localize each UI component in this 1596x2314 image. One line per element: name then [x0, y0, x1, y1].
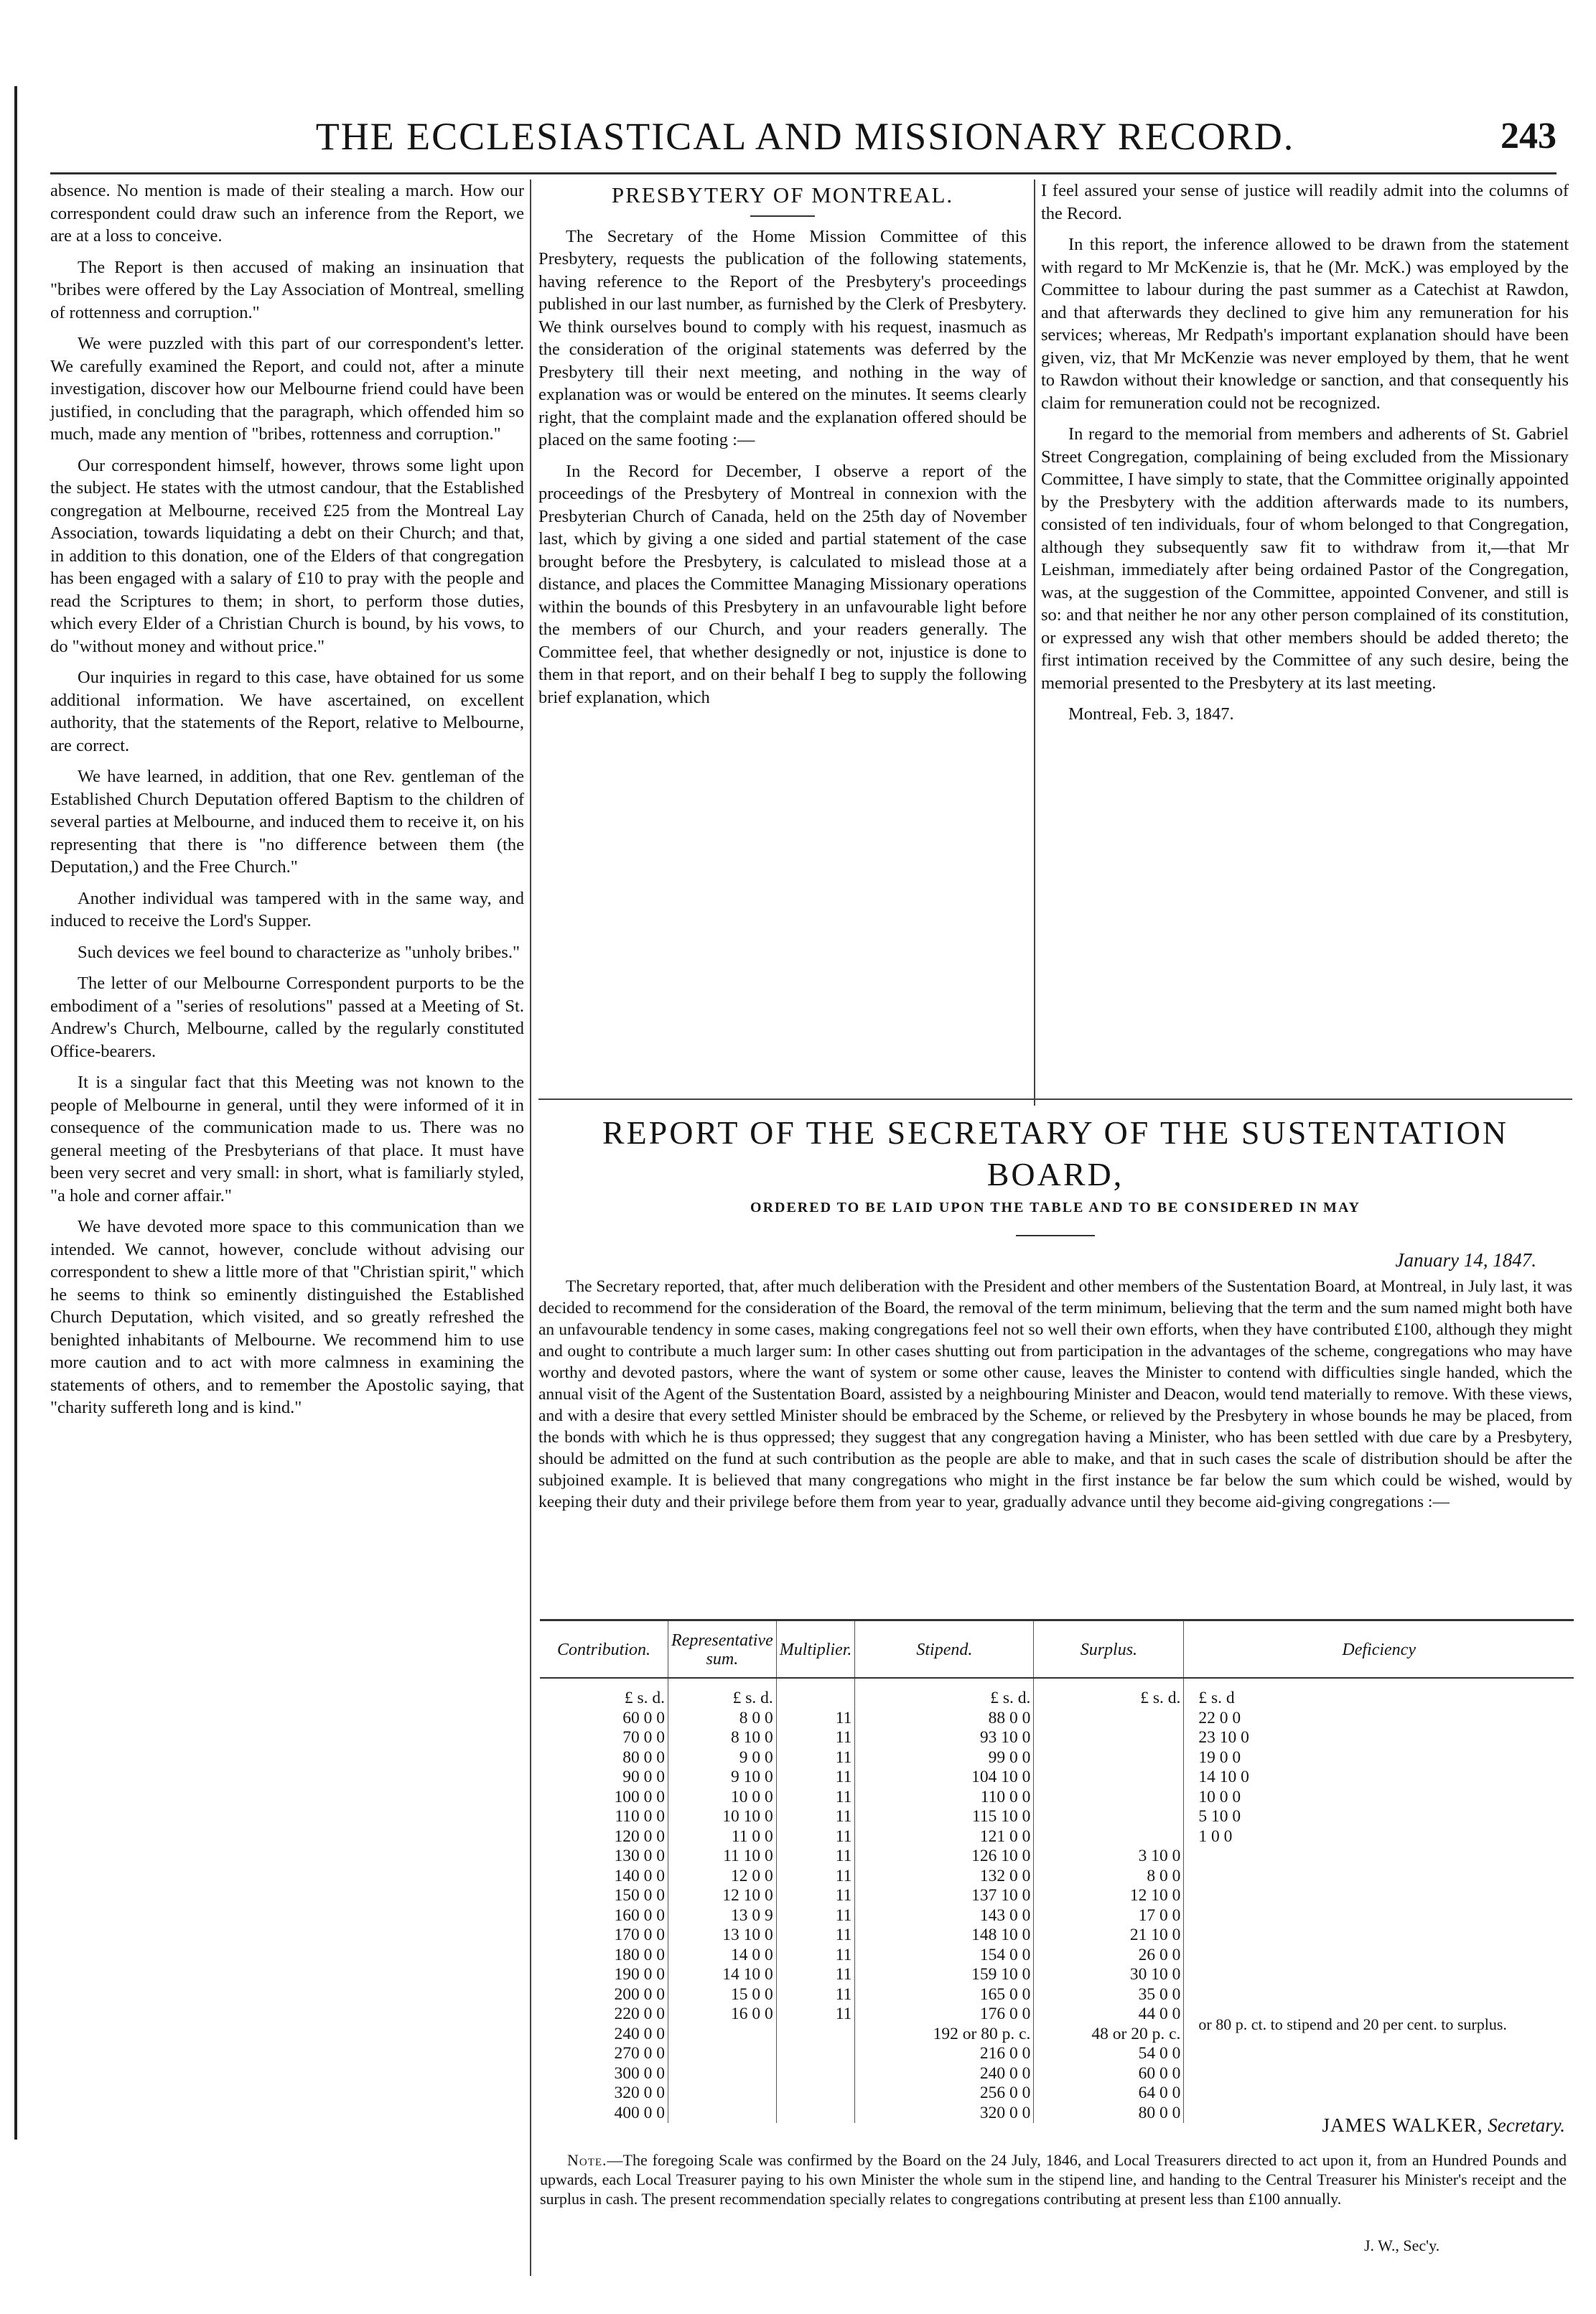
right-paragraph: In this report, the inference allowed to be drawn from the statement with regard to Mr McKenzie is, that he (Mr. McK.) was employed by the Committee to labour during the past summer as a Catechist at Rawdon, and that afterwards they declined to give him any remuneration for his services; whereas, Mr Redpath's important explanation should have been given, viz, that Mr McKenzie was never employed by them, that he went to Rawdon without their knowledge or sanction, and that consequently his claim for remuneration could not be recognized. — [1041, 235, 1569, 413]
table-row — [540, 1926, 1574, 1946]
report-subtitle: ORDERED TO BE LAID UPON THE TABLE AND TO BE CONSIDERED IN MAY — [750, 1200, 1361, 1216]
table-row — [540, 1867, 1574, 1887]
note-text: —The foregoing Scale was confirmed by the Board on the 24 July, 1846, and Local Treasurers directed to act upon it, from an Hundred Pounds and upwards, each Local Treasurer paying to his own Minister the whole sum in the stipend line, and handing to the Central Treasurer his Minister's receipt and the surplus in cash. The present recommendation specially relates to congregations contributing at present less than £100 annually. — [540, 2151, 1567, 2208]
table-cell — [1034, 1748, 1184, 1768]
note-label: Note. — [567, 2151, 607, 2169]
report-rule — [1016, 1235, 1095, 1236]
table-cell: 126 10 0 — [855, 1847, 1034, 1867]
unit-cell — [776, 1678, 855, 1709]
table-cell — [1034, 1728, 1184, 1748]
header-stipend: Stipend. — [855, 1621, 1034, 1678]
table-cell: 11 — [776, 1867, 855, 1887]
middle-column — [538, 179, 1027, 717]
left-column — [50, 179, 524, 1428]
table-cell: 120 0 0 — [614, 1827, 665, 1846]
table-cell: 16 0 0 — [668, 2005, 777, 2025]
table-cell: 165 0 0 — [855, 1985, 1034, 2005]
right-column — [1041, 179, 1569, 734]
table-cell: 216 0 0 — [855, 2044, 1034, 2064]
table-cell: 104 10 0 — [855, 1768, 1034, 1788]
table-cell: 154 0 0 — [855, 1946, 1034, 1966]
middle-paragraph: The Secretary of the Home Mission Committee of this Presbytery, requests the publication of the following statements, having reference to the Report of the Presbytery's proceedings published in our last number, as furnished by the Clerk of Presbytery. We think ourselves bound to comply with his request, inasmuch as the consideration of the original statements was deferred by the Presbytery till their next meeting, and nothing in the way of explanation was or would be entered on the minutes. It seems clearly right, that the complaint made and the explanation offered should be placed on the same footing :— — [538, 226, 1027, 449]
signature — [1120, 2114, 1565, 2137]
table-cell: 190 0 0 — [614, 1965, 665, 1984]
table-cell — [668, 2104, 777, 2124]
table-cell — [1184, 1965, 1574, 1985]
left-paragraph: We were puzzled with this part of our correspondent's letter. We carefully examined the Report, and could not, after a minute investigation, discover how our Melbourne friend could have been justified, in concluding that the paragraph, which offended him so much, made any mention of "bribes, rottenness and corruption." — [50, 334, 524, 444]
signature-role: Secretary. — [1488, 2114, 1565, 2136]
table-cell: 115 10 0 — [855, 1807, 1034, 1827]
column-rule-right — [1034, 179, 1035, 1106]
table-cell: 5 10 0 — [1184, 1807, 1574, 1827]
table-cell: 150 0 0 — [614, 1886, 665, 1905]
table-row — [540, 1906, 1574, 1926]
table-cell: 60 0 0 — [1034, 2064, 1184, 2084]
report-top-rule — [538, 1098, 1572, 1100]
table-cell: 13 10 0 — [668, 1926, 777, 1946]
table-row — [540, 1847, 1574, 1867]
table-cell — [668, 2044, 777, 2064]
table-cell: 11 — [776, 1728, 855, 1748]
left-paragraph: Such devices we feel bound to characterize as "unholy bribes." — [78, 942, 520, 962]
unit-cell: £ s. d. — [1034, 1678, 1184, 1709]
table-cell: 400 0 0 — [614, 2103, 665, 2122]
table-cell: 11 — [776, 1768, 855, 1788]
table-cell: 110 0 0 — [855, 1788, 1034, 1808]
table-cell — [1184, 2044, 1574, 2064]
table-cell — [1034, 1709, 1184, 1729]
report-title: REPORT OF THE SECRETARY OF THE SUSTENTATION BOARD, — [602, 1114, 1509, 1193]
table-cell: 26 0 0 — [1034, 1946, 1184, 1966]
table-cell: 48 or 20 p. c. — [1034, 2025, 1184, 2045]
left-paragraph: Our correspondent himself, however, throws some light upon the subject. He states with the utmost candour, that the Established congregation at Melbourne, received £25 from the Montreal Lay Association, towards liquidating a debt on their Church; and that, in addition to this donation, one of the Elders of that congregation has been engaged with a salary of £10 to pray with the people and read the Scriptures to them; in short, to perform those duties, which every Elder of a Christian Church is bound, by his vows, to do "without money and without price." — [50, 455, 524, 656]
table-cell: 220 0 0 — [614, 2005, 665, 2023]
report-date: January 14, 1847. — [1395, 1249, 1536, 1271]
table-cell: 8 10 0 — [668, 1728, 777, 1748]
header-surplus: Surplus. — [1034, 1621, 1184, 1678]
table-cell: 3 10 0 — [1034, 1847, 1184, 1867]
left-paragraph: We have learned, in addition, that one Rev. gentleman of the Established Church Deputation offered Baptism to the children of several parties at Melbourne, and induced them to receive it, on his representing that there is "no difference between them (the Deputation,) and the Free Church." — [50, 767, 524, 877]
table-cell: 80 0 0 — [622, 1748, 665, 1767]
table-cell: 132 0 0 — [855, 1867, 1034, 1887]
left-paragraph: Our inquiries in regard to this case, have obtained for us some additional information. We have ascertained, on excellent authority, that the statements of the Report, relative to Melbourne, are correct. — [50, 668, 524, 755]
unit-cell: £ s. d. — [624, 1689, 665, 1707]
table-cell — [776, 2025, 855, 2045]
table-cell: 320 0 0 — [614, 2084, 665, 2102]
left-paragraph: We have devoted more space to this communication than we intended. We cannot, however, conclude without advising our correspondent to shew a little more of that "Christian spirit," which he seems to think so eminently distinguished the Established Church Deputation, which visited, and so greatly refreshed the benighted inhabitants of Melbourne. We recommend him to use more caution and to act with more calmness in examining the statements of others, and to remember the Apostolic saying, that "charity suffereth long and is kind." — [50, 1217, 524, 1417]
table-cell: 64 0 0 — [1034, 2084, 1184, 2104]
table-cell: 200 0 0 — [614, 1984, 665, 2004]
table-cell: 70 0 0 — [622, 1728, 665, 1747]
table-row — [540, 1807, 1574, 1827]
table-cell — [1184, 2084, 1574, 2104]
unit-cell: £ s. d — [1184, 1678, 1574, 1709]
column-rule-left — [530, 179, 531, 2276]
page-edge-line — [14, 86, 17, 2140]
table-row — [540, 1946, 1574, 1966]
table-cell: 11 — [776, 1709, 855, 1729]
left-paragraph: The letter of our Melbourne Correspondent purports to be the embodiment of a "series of resolutions" passed at a Meeting of St. Andrew's Church, Melbourne, called by the regularly constituted Office-bearers. — [50, 974, 524, 1061]
middle-paragraph: In the Record for December, I observe a report of the proceedings of the Presbytery of Montreal in connexion with the Presbyterian Church of Canada, held on the 25th day of November last, which by giving a one sided and partial statement of the case brought before the Presbytery, is calculated to mislead those at a distance, and places the Committee Managing Missionary operations within the bounds of this Presbytery in an unfavourable light before the members of our Church, and your readers generally. The Committee feel, that whether designedly or not, injustice is done to them in that report, and on their behalf I beg to supply the following brief explanation, which — [538, 461, 1027, 707]
table-header-row — [540, 1621, 1574, 1678]
table-cell: 17 0 0 — [1034, 1906, 1184, 1926]
dateline: Montreal, Feb. 3, 1847. — [1068, 704, 1234, 724]
table-cell: 11 — [776, 1847, 855, 1867]
table-cell — [1034, 1827, 1184, 1847]
table-cell: 11 — [776, 2005, 855, 2025]
table-cell: 23 10 0 — [1184, 1728, 1574, 1748]
header-contribution: Contribution. — [540, 1621, 668, 1678]
table-cell: 121 0 0 — [855, 1827, 1034, 1847]
table-cell — [1034, 1807, 1184, 1827]
unit-cell: £ s. d. — [668, 1678, 777, 1709]
table-cell — [668, 2064, 777, 2084]
units-row — [540, 1678, 1574, 1709]
left-paragraph: absence. No mention is made of their stealing a march. How our correspondent could draw such an inference from the Report, we are at a loss to conceive. — [50, 181, 524, 246]
scale-side-note: or 80 p. ct. to stipend and 20 per cent. to surplus. — [1184, 2005, 1574, 2044]
table-row — [540, 2064, 1574, 2084]
table-cell: 13 0 9 — [668, 1906, 777, 1926]
table-cell: 8 0 0 — [668, 1709, 777, 1729]
table-cell: 11 — [776, 1946, 855, 1966]
table-cell: 110 0 0 — [615, 1807, 665, 1826]
table-cell: 19 0 0 — [1184, 1748, 1574, 1768]
left-paragraph: It is a singular fact that this Meeting was not known to the people of Melbourne in general, until they were informed of it in consequence of the communication made to us. There was no general meeting of the Presbyterians of that place. It must have been very secret and very small: in short, what is familiarly styled, "a hole and corner affair." — [50, 1073, 524, 1205]
signature-name: JAMES WALKER, — [1322, 2114, 1483, 2136]
table-cell: 11 — [776, 1748, 855, 1768]
table-cell: 10 0 0 — [1184, 1788, 1574, 1808]
table-row — [540, 2084, 1574, 2104]
table-cell: 54 0 0 — [1034, 2044, 1184, 2064]
unit-cell: £ s. d. — [855, 1678, 1034, 1709]
note-signature: J. W., Sec'y. — [1364, 2236, 1440, 2254]
table-cell — [776, 2044, 855, 2064]
table-cell: 180 0 0 — [614, 1945, 665, 1964]
table-cell: 11 — [776, 1886, 855, 1906]
table-row — [540, 1748, 1574, 1768]
table-cell: 256 0 0 — [855, 2084, 1034, 2104]
table-cell: 176 0 0 — [855, 2005, 1034, 2025]
table-cell: 137 10 0 — [855, 1886, 1034, 1906]
left-paragraph: Another individual was tampered with in the same way, and induced to receive the Lord's Supper. — [50, 888, 524, 930]
table-cell: 11 — [776, 1965, 855, 1985]
table-row — [540, 1985, 1574, 2005]
right-paragraph: In regard to the memorial from members and adherents of St. Gabriel Street Congregation, complaining of being excluded from the Missionary Committee, I have simply to state, that the Committee originally appointed by the Presbytery with the addition afterwards made to its numbers, consisted of ten individuals, four of whom belonged to that Congregation, although they subsequently saw fit to withdraw from it,—that Mr Leishman, immediately after being ordained Pastor of the Congregation, was, at the suggestion of the Committee, appointed Convener, and still is so: and that neither he nor any other person complained of its constitution, or expressed any wish that other members should be added thereto; the first intimation received by the Committee of any such desire, being the memorial presented to the Presbytery at its last meeting. — [1041, 424, 1569, 693]
table-row — [540, 1728, 1574, 1748]
header-representative-sum: Representative sum. — [668, 1621, 777, 1678]
table-cell: 11 0 0 — [668, 1827, 777, 1847]
table-cell — [668, 2025, 777, 2045]
table-row — [540, 2044, 1574, 2064]
table-row — [540, 1827, 1574, 1847]
table-cell: 240 0 0 — [614, 2024, 665, 2043]
running-title: THE ECCLESIASTICAL AND MISSIONARY RECORD. — [315, 115, 1295, 158]
page-number: 243 — [1501, 116, 1557, 157]
table-cell: 11 10 0 — [668, 1847, 777, 1867]
table-row — [540, 1965, 1574, 1985]
table-cell — [1184, 1867, 1574, 1887]
table-cell: 90 0 0 — [622, 1768, 665, 1786]
left-paragraph: The Report is then accused of making an insinuation that "bribes were offered by the Lay Association of Montreal, smelling of rottenness and corruption." — [50, 257, 524, 322]
table-cell — [1184, 1985, 1574, 2005]
table-cell: 11 — [776, 1985, 855, 2005]
table-cell: 100 0 0 — [614, 1787, 665, 1806]
report-body: The Secretary reported, that, after much deliberation with the President and other members of the Sustentation Board, at Montreal, in July last, it was decided to recommend for the consideration of the Board, the removal of the term minimum, believing that the term and the sum named might both have an unfavourable tendency in some cases, making congregations feel not so well their own efforts, when they have contributed £100, although they might and ought to contribute a much larger sum: In other cases shutting out from participation in the advantages of the scheme, congregations who may have worthy and devoted pastors, where the want of system or some other cause, leaves the Minister to contend with difficulties single handed, which the annual visit of the Agent of the Sustentation Board, assisted by a neighbouring Minister and Deacon, would tend materially to remove. With these views, and with a desire that every settled Minister should be embraced by the Scheme, or relieved by the Presbytery in whose bounds he may be placed, from the bonds with which he is thus oppressed; they suggest that any congregation having a Minister, who has been settled with due care by a Presbytery, should be admitted on the fund at such contribution as the people are able to make, and that in such cases the scale of distribution should be after the subjoined example. It is believed that many congregations who might in the first instance be far below the sum which could be wished, would by keeping their duty and their privilege before them from year to year, gradually advance until they become aid-giving congregations :— — [538, 1277, 1572, 1511]
running-head — [43, 108, 1567, 165]
table-cell — [1034, 1768, 1184, 1788]
table-cell: 12 10 0 — [1034, 1886, 1184, 1906]
table-cell: 11 — [776, 1926, 855, 1946]
table-row — [540, 1709, 1574, 1729]
table-cell: 192 or 80 p. c. — [855, 2025, 1034, 2045]
table-cell — [1034, 1788, 1184, 1808]
table-cell: 140 0 0 — [614, 1866, 665, 1885]
table-cell: 240 0 0 — [855, 2064, 1034, 2084]
table-cell — [776, 2064, 855, 2084]
table-cell: 44 0 0 — [1034, 2005, 1184, 2025]
table-cell: 93 10 0 — [855, 1728, 1034, 1748]
table-cell — [1184, 1946, 1574, 1966]
table-cell: 143 0 0 — [855, 1906, 1034, 1926]
table-cell: 9 10 0 — [668, 1768, 777, 1788]
table-cell — [668, 2084, 777, 2104]
table-cell: 8 0 0 — [1034, 1867, 1184, 1887]
table-cell: 12 0 0 — [668, 1867, 777, 1887]
table-cell: 11 — [776, 1788, 855, 1808]
heading-rule — [750, 215, 815, 217]
table-cell: 320 0 0 — [855, 2104, 1034, 2124]
table-cell: 9 0 0 — [668, 1748, 777, 1768]
scale-table — [540, 1621, 1574, 2123]
table-cell: 14 10 0 — [668, 1965, 777, 1985]
table-cell: 270 0 0 — [614, 2044, 665, 2063]
table-cell: 14 10 0 — [1184, 1768, 1574, 1788]
table-cell: 14 0 0 — [668, 1946, 777, 1966]
table-cell — [776, 2084, 855, 2104]
table-cell — [1184, 2064, 1574, 2084]
table-cell: 99 0 0 — [855, 1748, 1034, 1768]
table-cell: 21 10 0 — [1034, 1926, 1184, 1946]
table-row — [540, 1886, 1574, 1906]
note-block — [540, 2150, 1567, 2208]
right-paragraph: I feel assured your sense of justice will readily admit into the columns of the Record. — [1041, 181, 1569, 223]
header-multiplier: Multiplier. — [776, 1621, 855, 1678]
table-cell — [776, 2104, 855, 2124]
table-row — [540, 2005, 1574, 2025]
table-cell: 22 0 0 — [1184, 1709, 1574, 1729]
table-cell — [1184, 1886, 1574, 1906]
table-row — [540, 1768, 1574, 1788]
table-cell: 148 10 0 — [855, 1926, 1034, 1946]
header-rule — [50, 172, 1557, 174]
table-cell: 300 0 0 — [614, 2063, 665, 2083]
table-cell: 170 0 0 — [614, 1926, 665, 1944]
table-cell: 160 0 0 — [614, 1905, 665, 1925]
table-cell: 130 0 0 — [614, 1847, 665, 1865]
table-cell: 80 0 0 — [1034, 2104, 1184, 2124]
table-cell: 35 0 0 — [1034, 1985, 1184, 2005]
header-deficiency: Deficiency — [1184, 1621, 1574, 1678]
presbytery-heading: PRESBYTERY OF MONTREAL. — [611, 182, 954, 207]
table-cell: 88 0 0 — [855, 1709, 1034, 1729]
table-cell — [1184, 1926, 1574, 1946]
report-section — [538, 1109, 1572, 1513]
table-cell — [1184, 1847, 1574, 1867]
table-cell — [1184, 1906, 1574, 1926]
table-cell: 12 10 0 — [668, 1886, 777, 1906]
table-cell: 11 — [776, 1807, 855, 1827]
table-cell: 10 0 0 — [668, 1788, 777, 1808]
table-cell: 60 0 0 — [622, 1708, 665, 1727]
table-cell: 30 10 0 — [1034, 1965, 1184, 1985]
scale-table-body — [540, 1678, 1574, 2123]
table-cell: 159 10 0 — [855, 1965, 1034, 1985]
table-cell: 11 — [776, 1906, 855, 1926]
table-cell: 11 — [776, 1827, 855, 1847]
scale-table-wrap — [540, 1619, 1574, 2123]
table-cell: 15 0 0 — [668, 1985, 777, 2005]
table-cell: 10 10 0 — [668, 1807, 777, 1827]
table-cell: 1 0 0 — [1184, 1827, 1574, 1847]
table-row — [540, 1788, 1574, 1808]
